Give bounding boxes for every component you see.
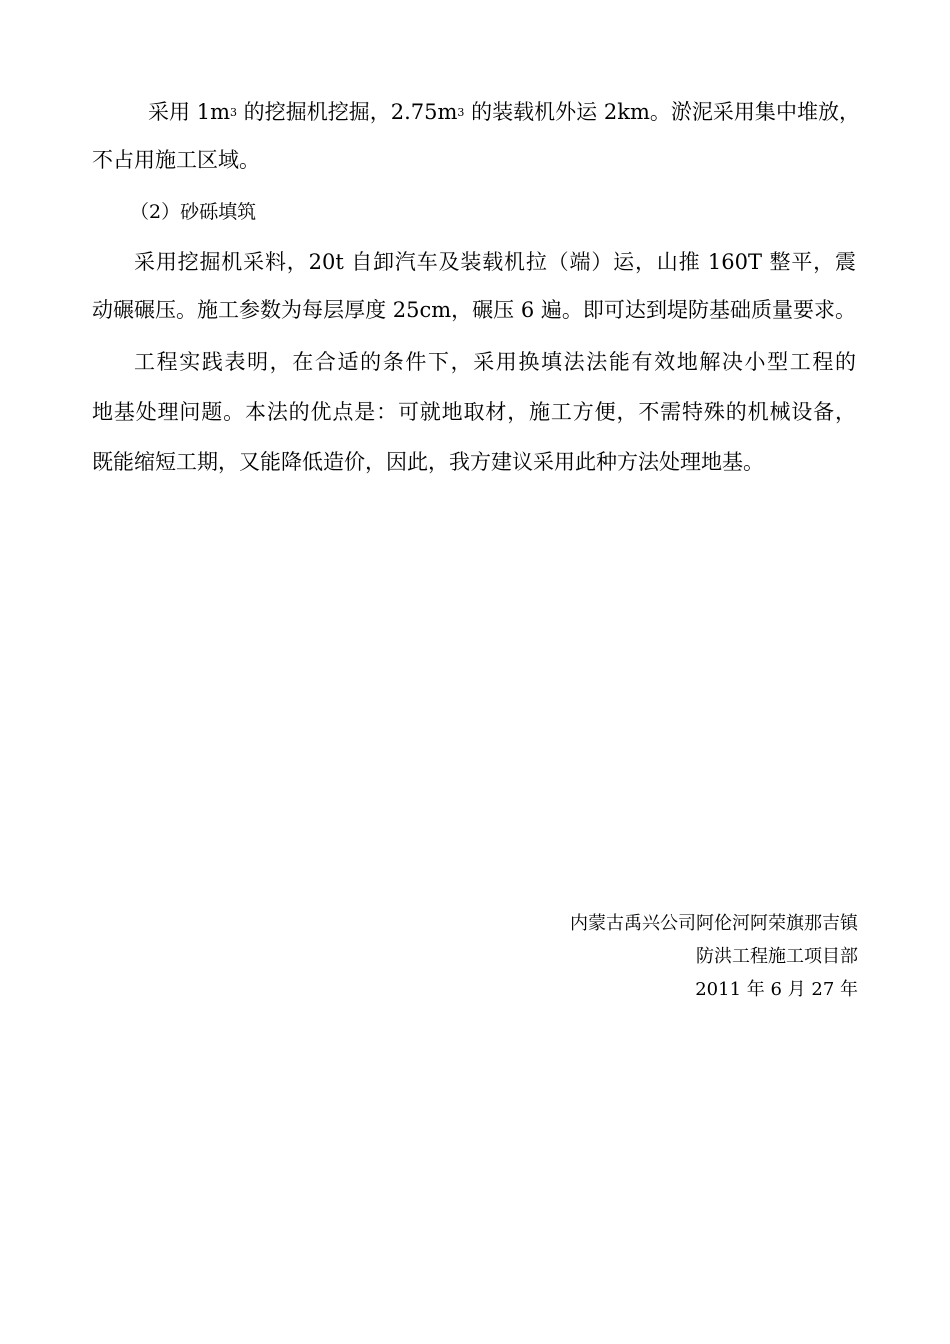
paragraph-1-text-b: 的挖掘机挖掘，2.75m <box>236 100 458 124</box>
paragraph-1-text-a: 采用 1m <box>148 100 230 124</box>
superscript-cubic: 3 <box>457 106 465 119</box>
section-heading: （2）砂砾填筑 <box>130 201 257 223</box>
paragraph-2-line-1: 采用挖掘机采料，20t 自卸汽车及装载机拉（端）运，山推 160T 整平，震 <box>134 250 856 274</box>
signature-organization: 内蒙古禹兴公司阿伦河阿荣旗那吉镇 <box>570 913 858 934</box>
paragraph-3-line-2: 地基处理问题。本法的优点是：可就地取材，施工方便，不需特殊的机械设备， <box>92 400 856 424</box>
signature-date: 2011 年 6 月 27 年 <box>695 979 858 1000</box>
paragraph-2-line-2: 动碾碾压。施工参数为每层厚度 25cm，碾压 6 遍。即可达到堤防基础质量要求。 <box>92 298 856 322</box>
superscript-cubic: 3 <box>229 106 237 119</box>
paragraph-3-line-1: 工程实践表明，在合适的条件下，采用换填法法能有效地解决小型工程的 <box>134 350 856 374</box>
paragraph-3-line-3: 既能缩短工期，又能降低造价，因此，我方建议采用此种方法处理地基。 <box>92 450 764 474</box>
paragraph-1-text-c: 的装载机外运 2km。淤泥采用集中堆放， <box>464 100 860 124</box>
signature-department: 防洪工程施工项目部 <box>696 946 858 967</box>
paragraph-1-line-2: 不占用施工区域。 <box>92 148 260 172</box>
paragraph-1-line-1 <box>148 100 860 124</box>
